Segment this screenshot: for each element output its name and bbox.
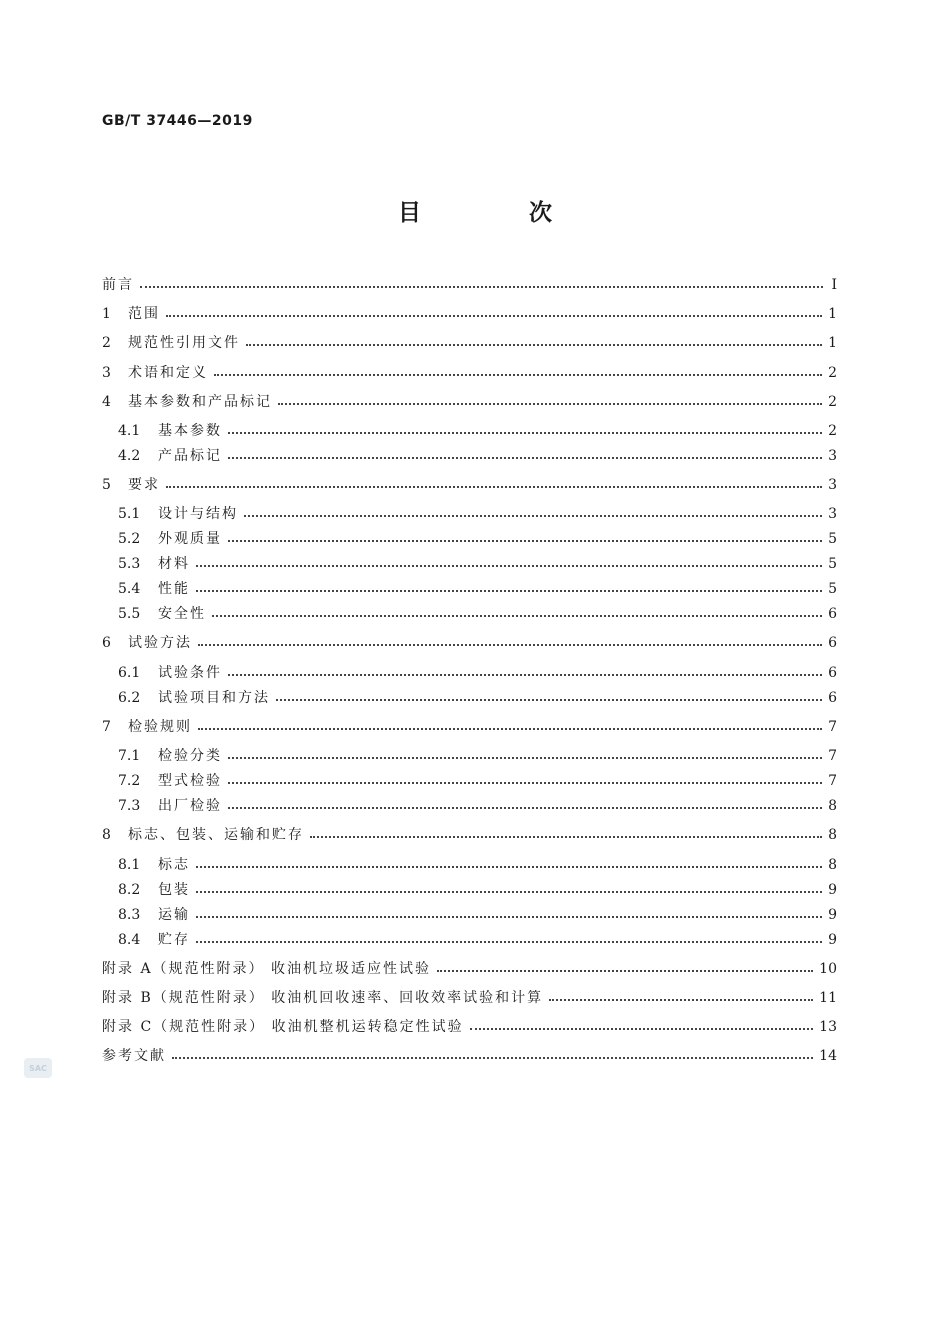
page-title: 目 次 — [397, 200, 602, 226]
toc-leader-dots — [214, 362, 822, 376]
toc-entry[interactable] — [102, 714, 837, 736]
toc-entry-page: 5 — [828, 556, 837, 572]
toc-entry-number: 6.2 — [118, 690, 141, 706]
toc-entry-number: 7.2 — [118, 773, 141, 789]
toc-entry[interactable] — [118, 660, 837, 682]
toc-entry-title: 试验项目和方法 — [158, 690, 270, 706]
toc-entry-number: 8.1 — [118, 857, 141, 873]
toc-leader-dots — [198, 632, 822, 646]
toc-leader-dots — [198, 716, 822, 730]
toc-entry-title: 附录 B（规范性附录） 收油机回收速率、回收效率试验和计算 — [102, 990, 544, 1006]
toc-entry-title: 型式检验 — [158, 773, 222, 789]
toc-entry-title: 运输 — [158, 907, 190, 923]
toc-entry-page: 5 — [828, 581, 837, 597]
toc-leader-dots — [246, 332, 822, 346]
toc-entry-number: 5.2 — [118, 531, 141, 547]
toc-entry-number: 5.3 — [118, 556, 141, 572]
toc-entry[interactable] — [118, 443, 837, 465]
toc-leader-dots — [228, 795, 822, 809]
toc-entry[interactable] — [118, 902, 837, 924]
toc-entry-number: 6.1 — [118, 665, 141, 681]
toc-leader-dots — [196, 879, 822, 893]
toc-leader-dots — [228, 662, 822, 676]
toc-entry-title: 外观质量 — [158, 531, 222, 547]
toc-entry-title: 贮存 — [158, 932, 190, 948]
toc-entry-page: 2 — [828, 394, 837, 410]
toc-leader-dots — [470, 1016, 814, 1030]
toc-entry-number: 8 — [102, 827, 111, 843]
toc-entry-number: 7 — [102, 719, 111, 735]
toc-entry[interactable] — [102, 956, 837, 978]
toc-entry-title: 附录 C（规范性附录） 收油机整机运转稳定性试验 — [102, 1019, 464, 1035]
toc-entry-page: 7 — [828, 719, 837, 735]
toc-leader-dots — [228, 770, 822, 784]
toc-entry[interactable] — [118, 685, 837, 707]
toc-entry-page: 11 — [819, 990, 837, 1006]
toc-entry-title: 前言 — [102, 277, 134, 293]
toc-entry-title: 出厂检验 — [158, 798, 222, 814]
toc-entry-page: 10 — [819, 961, 837, 977]
toc-entry[interactable] — [102, 472, 837, 494]
toc-entry-page: 8 — [828, 857, 837, 873]
toc-entry[interactable] — [118, 526, 837, 548]
toc-entry-title: 要求 — [128, 477, 160, 493]
toc-entry-page: 9 — [828, 932, 837, 948]
toc-entry-number: 7.3 — [118, 798, 141, 814]
toc-entry[interactable] — [102, 1043, 837, 1065]
toc-leader-dots — [196, 578, 822, 592]
toc-entry-page: 6 — [828, 690, 837, 706]
toc-entry-title: 试验条件 — [158, 665, 222, 681]
toc-entry-page: 3 — [828, 477, 837, 493]
toc-leader-dots — [228, 420, 822, 434]
toc-entry[interactable] — [118, 576, 837, 598]
toc-entry-page: 1 — [828, 306, 837, 322]
toc-entry-number: 8.4 — [118, 932, 141, 948]
toc-entry-page: 3 — [828, 448, 837, 464]
toc-entry-title: 检验分类 — [158, 748, 222, 764]
toc-entry-title: 性能 — [158, 581, 190, 597]
toc-entry-title: 试验方法 — [128, 635, 192, 651]
toc-entry-page: 2 — [828, 365, 837, 381]
toc-entry-number: 5.1 — [118, 506, 141, 522]
toc-leader-dots — [549, 987, 813, 1001]
toc-leader-dots — [172, 1045, 813, 1059]
toc-entry-number: 6 — [102, 635, 111, 651]
toc-entry[interactable] — [118, 927, 837, 949]
toc-leader-dots — [244, 503, 822, 517]
toc-entry[interactable] — [118, 793, 837, 815]
toc-entry-number: 4 — [102, 394, 111, 410]
toc-entry[interactable] — [118, 768, 837, 790]
toc-entry-title: 产品标记 — [158, 448, 222, 464]
standard-code: GB/T 37446—2019 — [102, 113, 253, 129]
toc-leader-dots — [196, 929, 822, 943]
toc-entry[interactable] — [102, 985, 837, 1007]
toc-entry[interactable] — [102, 272, 837, 294]
toc-entry-number: 7.1 — [118, 748, 141, 764]
toc-entry[interactable] — [118, 743, 837, 765]
toc-entry-number: 8.3 — [118, 907, 141, 923]
toc-entry-title: 附录 A（规范性附录） 收油机垃圾适应性试验 — [102, 961, 432, 977]
toc-entry-number: 2 — [102, 335, 111, 351]
toc-entry[interactable] — [102, 389, 837, 411]
toc-entry-page: 2 — [828, 423, 837, 439]
toc-leader-dots — [437, 958, 813, 972]
toc-leader-dots — [166, 474, 822, 488]
toc-entry[interactable] — [118, 551, 837, 573]
toc-entry-page: 9 — [828, 882, 837, 898]
toc-entry-page: 6 — [828, 606, 837, 622]
toc-entry-page: 8 — [828, 827, 837, 843]
toc-entry-page: 7 — [828, 748, 837, 764]
toc-entry-title: 检验规则 — [128, 719, 192, 735]
toc-entry-number: 3 — [102, 365, 111, 381]
toc-entry[interactable] — [102, 822, 837, 844]
toc-leader-dots — [196, 553, 822, 567]
toc-entry-number: 1 — [102, 306, 111, 322]
toc-entry-title: 设计与结构 — [158, 506, 238, 522]
toc-entry-page: 7 — [828, 773, 837, 789]
watermark-logo: SAC — [24, 1058, 52, 1078]
toc-entry-title: 参考文献 — [102, 1048, 166, 1064]
toc-entry[interactable] — [118, 852, 837, 874]
toc-entry-title: 材料 — [158, 556, 190, 572]
toc-entry-title: 安全性 — [158, 606, 206, 622]
toc-leader-dots — [276, 687, 822, 701]
toc-entry-page: 14 — [819, 1048, 837, 1064]
toc-entry-number: 4.2 — [118, 448, 141, 464]
toc-entry[interactable] — [102, 330, 837, 352]
toc-entry-page: 8 — [828, 798, 837, 814]
toc-entry-number: 5.4 — [118, 581, 141, 597]
toc-leader-dots — [278, 391, 822, 405]
toc-entry[interactable] — [102, 1014, 837, 1036]
toc-entry-page: 13 — [819, 1019, 837, 1035]
toc-entry-title: 标志 — [158, 857, 190, 873]
toc-entry-page: 1 — [828, 335, 837, 351]
toc-entry-title: 标志、包装、运输和贮存 — [128, 827, 304, 843]
toc-leader-dots — [212, 603, 822, 617]
toc-leader-dots — [196, 854, 822, 868]
toc-entry-page: 9 — [828, 907, 837, 923]
toc-entry-page: 3 — [828, 506, 837, 522]
toc-entry[interactable] — [118, 418, 837, 440]
toc-entry-number: 4.1 — [118, 423, 141, 439]
toc-entry-title: 术语和定义 — [128, 365, 208, 381]
toc-leader-dots — [228, 445, 822, 459]
toc-entry-number: 5.5 — [118, 606, 141, 622]
toc-leader-dots — [310, 824, 822, 838]
toc-entry[interactable] — [102, 301, 837, 323]
toc-entry-title: 范围 — [128, 306, 160, 322]
toc-entry-title: 基本参数和产品标记 — [128, 394, 272, 410]
toc-entry-page: 6 — [828, 665, 837, 681]
toc-leader-dots — [140, 274, 823, 288]
toc-leader-dots — [196, 904, 822, 918]
toc-leader-dots — [166, 303, 822, 317]
toc-entry-page: 6 — [828, 635, 837, 651]
toc-entry-title: 包装 — [158, 882, 190, 898]
toc-entry-title: 基本参数 — [158, 423, 222, 439]
toc-leader-dots — [228, 528, 822, 542]
toc-entry[interactable] — [118, 877, 837, 899]
toc-entry-number: 8.2 — [118, 882, 141, 898]
toc-leader-dots — [228, 745, 822, 759]
toc-entry-page: 5 — [828, 531, 837, 547]
toc-entry-page: Ⅰ — [831, 277, 837, 293]
toc-entry-number: 5 — [102, 477, 111, 493]
toc-entry-title: 规范性引用文件 — [128, 335, 240, 351]
toc-entry[interactable] — [118, 501, 837, 523]
toc-entry[interactable] — [102, 360, 837, 382]
toc-entry[interactable] — [118, 601, 837, 623]
toc-entry[interactable] — [102, 630, 837, 652]
